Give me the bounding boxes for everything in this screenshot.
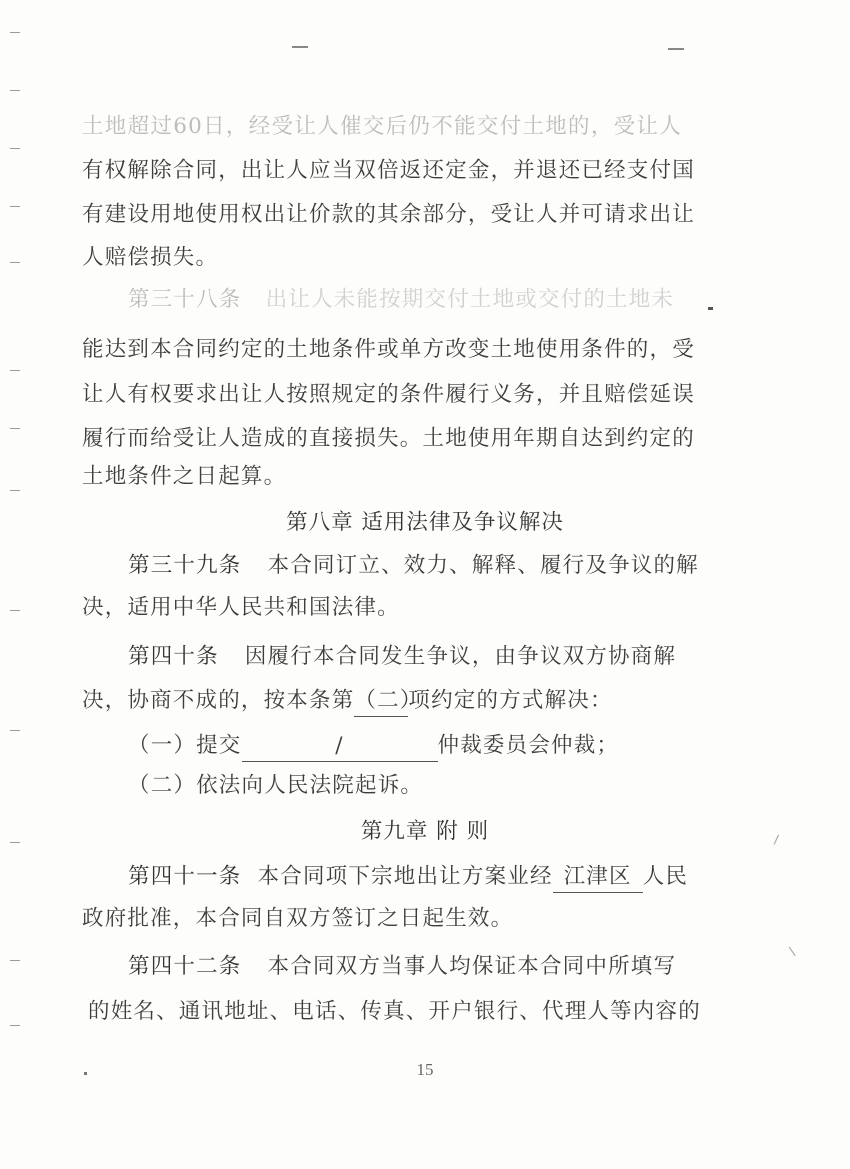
article-42-number: 第四十二条	[128, 954, 242, 979]
article-39-line-2: 决，适用中华人民共和国法律。	[82, 595, 400, 620]
article-40-line-2-before: 决，协商不成的，按本条第	[82, 688, 355, 713]
article-41-line-2: 政府批准，本合同自双方签订之日起生效。	[82, 906, 514, 931]
article-39-line-1	[128, 551, 699, 581]
article-38-line-5: 土地条件之日起算。	[82, 464, 287, 489]
article-37-line-2: 有权解除合同，出让人应当双倍返还定金，并退还已经支付国	[82, 158, 695, 183]
binding-mark	[10, 960, 20, 961]
dot-mark	[708, 307, 713, 310]
binding-mark	[10, 148, 20, 149]
binding-mark	[10, 90, 20, 91]
article-41-line-1	[128, 862, 688, 893]
binding-mark	[10, 32, 20, 33]
article-38-line-1	[128, 285, 682, 315]
article-37-line-1: 土地超过60日，经受让人催交后仍不能交付土地的，受让人	[82, 114, 682, 139]
dot-mark	[84, 1072, 87, 1075]
binding-mark	[10, 262, 20, 263]
article-40-line-2-after: 项约定的方式解决：	[408, 688, 613, 713]
binding-mark	[10, 610, 20, 611]
article-40-option-2: （二）依法向人民法院起诉。	[128, 773, 424, 798]
chapter-9-heading: 第九章 附 则	[360, 819, 490, 844]
article-40-text-start: 因履行本合同发生争议，由争议双方协商解	[244, 644, 677, 669]
article-40-line-1	[128, 642, 682, 672]
article-38-number: 第三十八条	[128, 287, 242, 312]
binding-mark	[10, 490, 20, 491]
article-42-line-1	[128, 952, 688, 982]
article-38-line-3: 让人有权要求出让人按照规定的条件履行义务，并且赔偿延误	[82, 382, 695, 407]
binding-mark	[10, 1025, 20, 1026]
binding-mark	[10, 370, 20, 371]
margin-scratch: ⸍	[768, 830, 788, 859]
article-40-number: 第四十条	[128, 644, 219, 669]
scan-mark-left	[292, 46, 308, 48]
article-38-line-2: 能达到本合同约定的土地条件或单方改变土地使用条件的，受	[82, 337, 695, 362]
article-40-line-2	[82, 686, 682, 717]
chapter-8-heading: 第八章 适用法律及争议解决	[286, 510, 564, 535]
article-41-text-before: 本合同项下宗地出让方案业经	[257, 864, 553, 889]
article-38-line-4: 履行而给受让人造成的直接损失。土地使用年期自达到约定的	[82, 426, 695, 451]
binding-mark	[10, 730, 20, 731]
option-1-after: 仲裁委员会仲裁；	[437, 733, 620, 758]
article-37-line-4: 人赔偿损失。	[82, 245, 219, 270]
article-41-number: 第四十一条	[128, 864, 242, 889]
article-38-text-start: 出让人未能按期交付土地或交付的土地未	[265, 287, 675, 312]
binding-mark	[10, 206, 20, 207]
arbitration-commission-field: /	[242, 731, 438, 762]
page-number: 15	[416, 1060, 434, 1079]
article-40-option-1	[128, 731, 728, 762]
approving-district-field: 江津区	[553, 862, 643, 893]
option-1-before: （一）提交	[128, 733, 242, 758]
dispute-option-field: （二）	[354, 686, 408, 717]
article-39-text-start: 本合同订立、效力、解释、履行及争议的解	[267, 553, 699, 578]
article-39-number: 第三十九条	[128, 553, 242, 578]
margin-scratch: ⸌	[783, 943, 799, 970]
article-42-line-2: 的姓名、通讯地址、电话、传真、开户银行、代理人等内容的	[88, 999, 701, 1024]
article-41-text-after: 人民	[642, 864, 689, 889]
binding-mark	[10, 428, 20, 429]
article-37-line-3: 有建设用地使用权出让价款的其余部分，受让人并可请求出让	[82, 202, 695, 227]
article-42-text-start: 本合同双方当事人均保证本合同中所填写	[267, 954, 677, 979]
scan-mark-right	[668, 48, 684, 50]
